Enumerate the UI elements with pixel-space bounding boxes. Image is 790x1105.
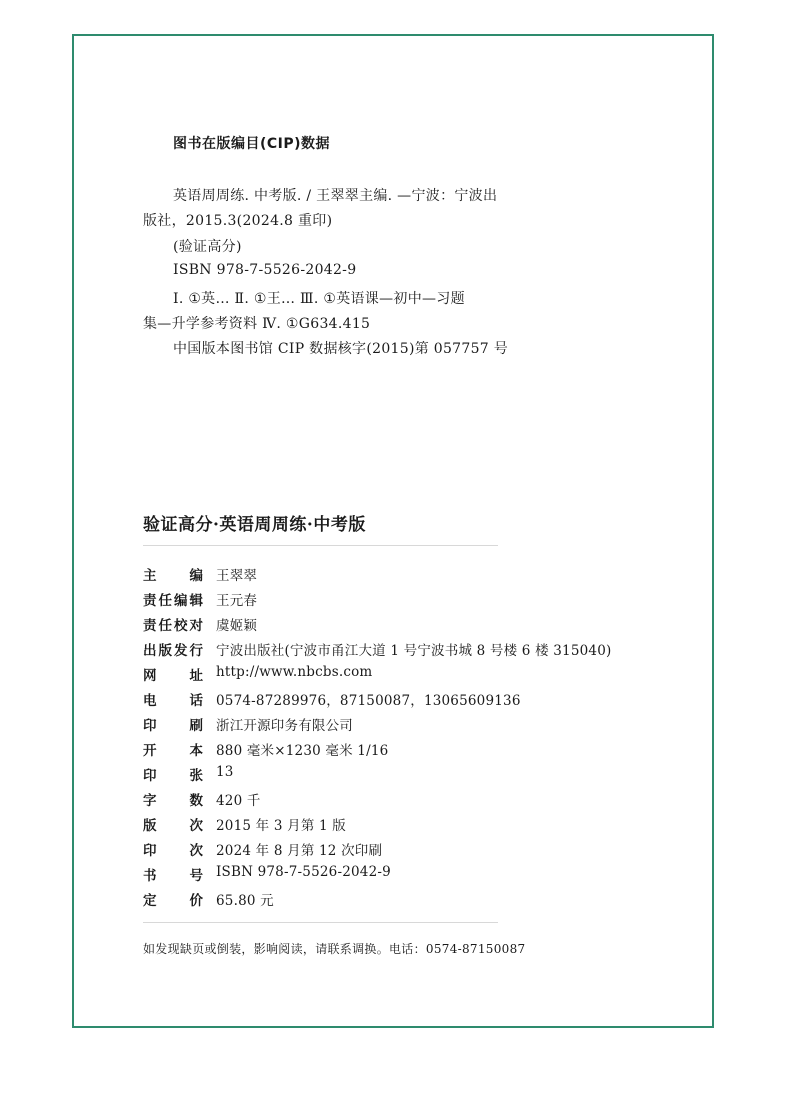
cip-line: 英语周周练. 中考版. / 王翠翠主编. —宁波：宁波出 xyxy=(173,188,498,204)
info-label: 印 次 xyxy=(143,843,203,859)
divider-bottom xyxy=(143,922,498,923)
info-value: 880 毫米×1230 毫米 1/16 xyxy=(216,743,389,759)
divider-top xyxy=(143,545,498,546)
info-label: 书 号 xyxy=(143,868,203,884)
info-value: 王翠翠 xyxy=(216,568,258,584)
info-label: 印 刷 xyxy=(143,718,203,734)
cip-heading: 图书在版编目(CIP)数据 xyxy=(173,136,331,152)
cip-line: 集—升学参考资料 Ⅳ. ①G634.415 xyxy=(143,316,371,332)
info-label: 主 编 xyxy=(143,568,203,584)
info-value: 浙江开源印务有限公司 xyxy=(216,718,353,734)
info-value: 宁波出版社(宁波市甬江大道 1 号宁波书城 8 号楼 6 楼 315040) xyxy=(216,643,612,659)
info-label: 开 本 xyxy=(143,743,203,759)
info-value: ISBN 978-7-5526-2042-9 xyxy=(216,864,391,880)
info-value: 王元春 xyxy=(216,593,258,609)
info-value: 2024 年 8 月第 12 次印刷 xyxy=(216,843,383,859)
cip-line: 中国版本图书馆 CIP 数据核字(2015)第 057757 号 xyxy=(173,341,509,357)
info-label: 责 任 校 对 xyxy=(143,618,203,634)
cip-line: Ⅰ. ①英… Ⅱ. ①王… Ⅲ. ①英语课—初中—习题 xyxy=(173,291,465,307)
info-label: 网 址 xyxy=(143,668,203,684)
info-value: 65.80 元 xyxy=(216,893,274,909)
info-value: 0574-87289976，87150087，13065609136 xyxy=(216,693,521,709)
info-label: 版 次 xyxy=(143,818,203,834)
footer-note: 如发现缺页或倒装，影响阅读，请联系调换。电话：0574-87150087 xyxy=(143,942,526,956)
info-value: 420 千 xyxy=(216,793,261,809)
cip-line: (验证高分) xyxy=(173,239,242,255)
book-title: 验证高分·英语周周练·中考版 xyxy=(143,515,366,535)
info-label: 字 数 xyxy=(143,793,203,809)
info-label: 责 任 编 辑 xyxy=(143,593,203,609)
info-label: 电 话 xyxy=(143,693,203,709)
cip-line: ISBN 978-7-5526-2042-9 xyxy=(173,262,357,278)
info-label: 印 张 xyxy=(143,768,203,784)
info-value: 13 xyxy=(216,764,234,780)
info-label: 定 价 xyxy=(143,893,203,909)
info-value: 虞姬颖 xyxy=(216,618,258,634)
info-value: http://www.nbcbs.com xyxy=(216,664,373,680)
cip-line: 版社，2015.3(2024.8 重印) xyxy=(143,213,333,229)
info-label: 出 版 发 行 xyxy=(143,643,203,659)
info-value: 2015 年 3 月第 1 版 xyxy=(216,818,346,834)
